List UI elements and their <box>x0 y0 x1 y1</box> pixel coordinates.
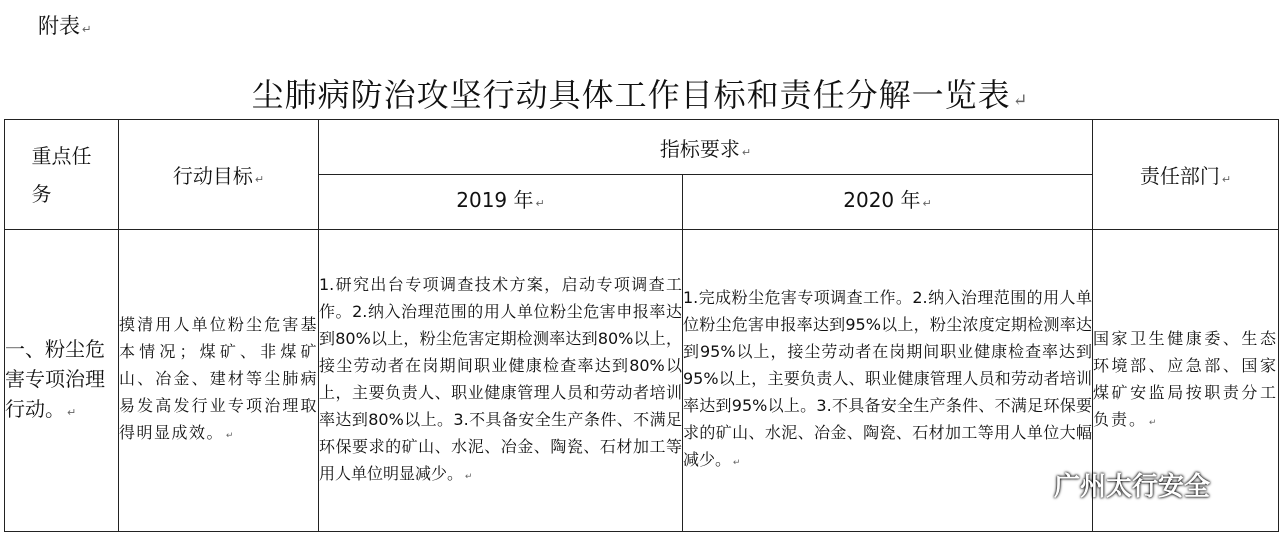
requirement-2019-cell: 1.研究出台专项调查技术方案，启动专项调查工作。2.纳入治理范围的用人单位粉尘危害申报率达到80%以上，粉尘危害定期检测率达到80%以上，接尘劳动者在岗期间职业健康检查率达到80%以上，主要负责人、职业健康管理人员和劳动者培训率达到80%以上。3.不具备安全生产条件、不满足环保要求的矿山、水泥、冶金、陶瓷、石材加工等用人单位明显减少。 ↵ <box>319 230 683 532</box>
header-requirements: 指标要求 ↵ <box>319 120 1093 175</box>
department-cell: 国家卫生健康委、生态环境部、应急部、国家煤矿安监局按职责分工负责。 ↵ <box>1093 230 1279 532</box>
header-year-2019: 2019 年 ↵ <box>319 175 683 230</box>
watermark-text: 广州太行安全 <box>1054 472 1211 502</box>
header-task: 重点任务 <box>5 120 119 230</box>
task-cell: 一、粉尘危害专项治理行动。 ↵ <box>5 230 119 532</box>
header-goal: 行动目标 ↵ <box>119 120 319 230</box>
goal-cell: 摸清用人单位粉尘危害基本情况；煤矿、非煤矿山、冶金、建材等尘肺病易发高发行业专项治理取得明显成效。 ↵ <box>119 230 319 532</box>
requirement-2020-cell: 1.完成粉尘危害专项调查工作。2.纳入治理范围的用人单位粉尘危害申报率达到95%以上，粉尘浓度定期检测率达到95%以上，接尘劳动者在岗期间职业健康检查率达到95%以上，主要负责人、职业健康管理人员和劳动者培训率达到95%以上。3.不具备安全生产条件、不满足环保要求的矿山、水泥、冶金、陶瓷、石材加工等用人单位大幅减少。 ↵ <box>683 230 1093 532</box>
header-year-2020: 2020 年 ↵ <box>683 175 1093 230</box>
annex-label: 附表 ↵ <box>38 14 92 38</box>
page-title: 尘肺病防治攻坚行动具体工作目标和责任分解一览表 ↵ <box>251 76 1029 114</box>
header-department: 责任部门 ↵ <box>1093 120 1279 230</box>
wechat-icon <box>1008 469 1048 501</box>
watermark <box>1008 466 1210 503</box>
